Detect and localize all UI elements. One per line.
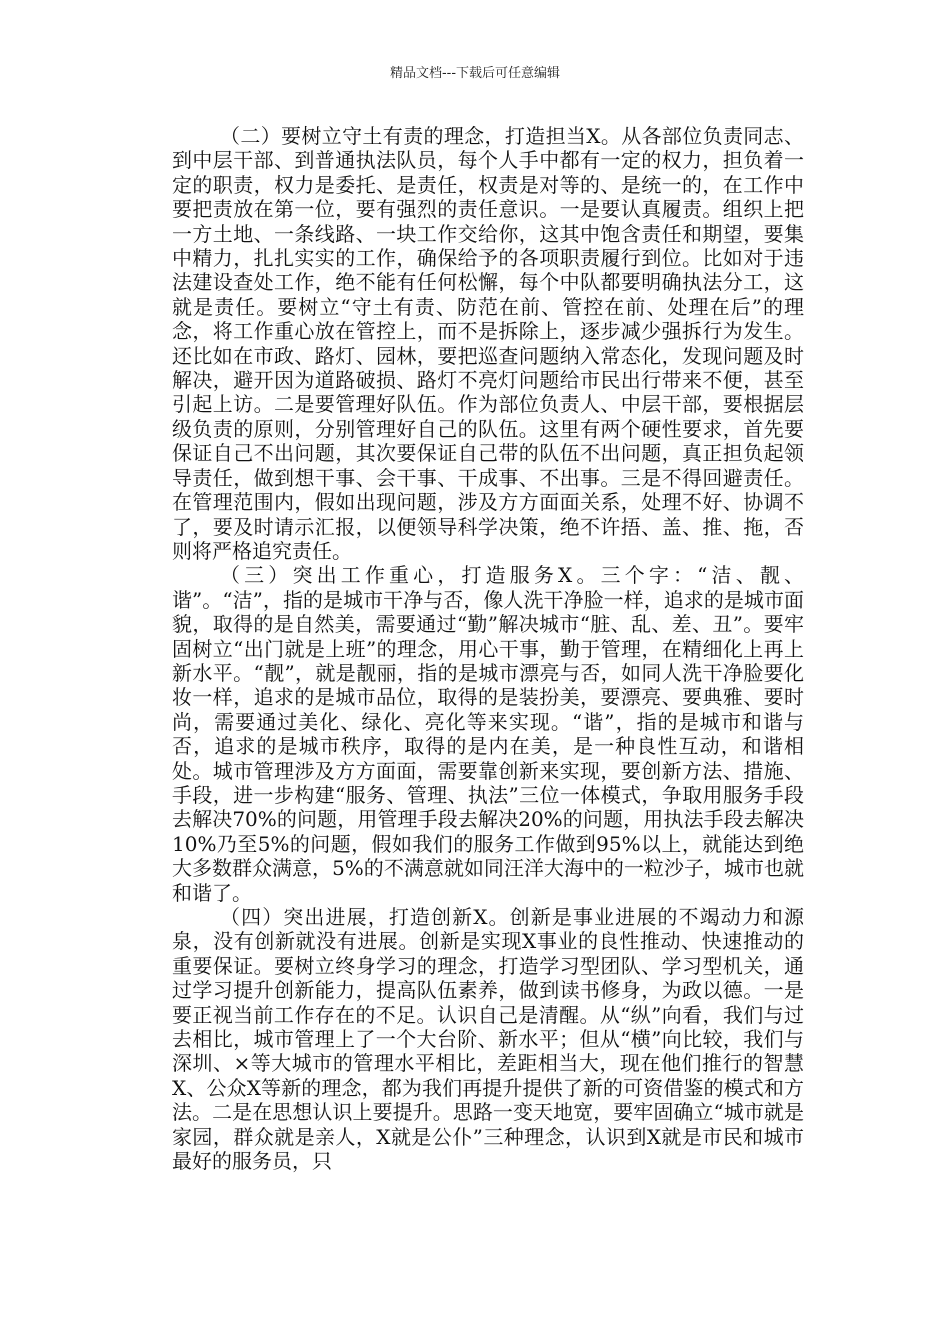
paragraph-section-4: （四）突出进展，打造创新X。创新是事业进展的不竭动力和源泉，没有创新就没有进展。创新是实现X事业的良性推动、快速推动的重要保证。要树立终身学习的理念，打造学习型团队、学习型机关，通过学习提升创新能力，提高队伍素养，做到读书修身，为政以德。一是要正视当前工作存在的不足。认识自己是清醒。从“纵”向看，我们与过去相比，城市管理上了一个大台阶、新水平；但从“横”向比较，我们与深圳、×等大城市的管理水平相比，差距相当大，现在他们推行的智慧X、公众X等新的理念，都为我们再提升提供了新的可资借鉴的模式和方法。二是在思想认识上要提升。思路一变天地宽，要牢固确立“城市就是家园，群众就是亲人，X就是公仆”三种理念，认识到X就是市民和城市最好的服务员，只 bbox=[172, 905, 804, 1174]
page-header: 精品文档---下载后可任意编辑 bbox=[389, 66, 561, 81]
paragraph-section-2: （二）要树立守土有责的理念，打造担当X。从各部位负责同志、到中层干部、到普通执法队员，每个人手中都有一定的权力，担负着一定的职责，权力是委托、是责任，权责是对等的、是统一的，在工作中要把责放在第一位，要有强烈的责任意识。一是要认真履责。组织上把一方土地、一条线路、一块工作交给你，这其中饱含责任和期望，要集中精力，扎扎实实的工作，确保给予的各项职责履行到位。比如对于违法建设查处工作，绝不能有任何松懈，每个中队都要明确执法分工，这就是责任。要树立“守土有责、防范在前、管控在前、处理在后”的理念，将工作重心放在管控上，而不是拆除上，逐步减少强拆行为发生。还比如在市政、路灯、园林，要把巡查问题纳入常态化，发现问题及时解决，避开因为道路破损、路灯不亮灯问题给市民出行带来不便，甚至引起上访。二是要管理好队伍。作为部位负责人、中层干部，要根据层级负责的原则，分别管理好自己的队伍。这里有两个硬性要求，首先要保证自己不出问题，其次要保证自己带的队伍不出问题，真正担负起领导责任，做到想干事、会干事、干成事、不出事。三是不得回避责任。在管理范围内，假如出现问题，涉及方方面面关系，处理不好、协调不了，要及时请示汇报，以便领导科学决策，绝不许捂、盖、推、拖，否则将严格追究责任。 bbox=[172, 124, 804, 563]
document-body bbox=[172, 124, 804, 1173]
paragraph-section-3: （三）突出工作重心，打造服务X。三个字：“洁、靓、谐”。“洁”，指的是城市干净与否，像人洗干净脸一样，追求的是城市面貌，取得的是自然美，需要通过“勤”解决城市“脏、乱、差、丑”。要牢固树立“出门就是上班”的理念，用心干事，勤于管理，在精细化上再上新水平。“靓”，就是靓丽，指的是城市漂亮与否，如同人洗干净脸要化妆一样，追求的是城市品位，取得的是装扮美，要漂亮、要典雅、要时尚，需要通过美化、绿化、亮化等来实现。“谐”，指的是城市和谐与否，追求的是城市秩序，取得的是内在美，是一种良性互动，和谐相处。城市管理涉及方方面面，需要靠创新来实现，要创新方法、措施、手段，进一步构建“服务、管理、执法”三位一体模式，争取用服务手段去解决70%的问题，用管理手段去解决20%的问题，用执法手段去解决10%乃至5%的问题，假如我们的服务工作做到95%以上，就能达到绝大多数群众满意，5%的不满意就如同汪洋大海中的一粒沙子，城市也就和谐了。 bbox=[172, 563, 804, 905]
